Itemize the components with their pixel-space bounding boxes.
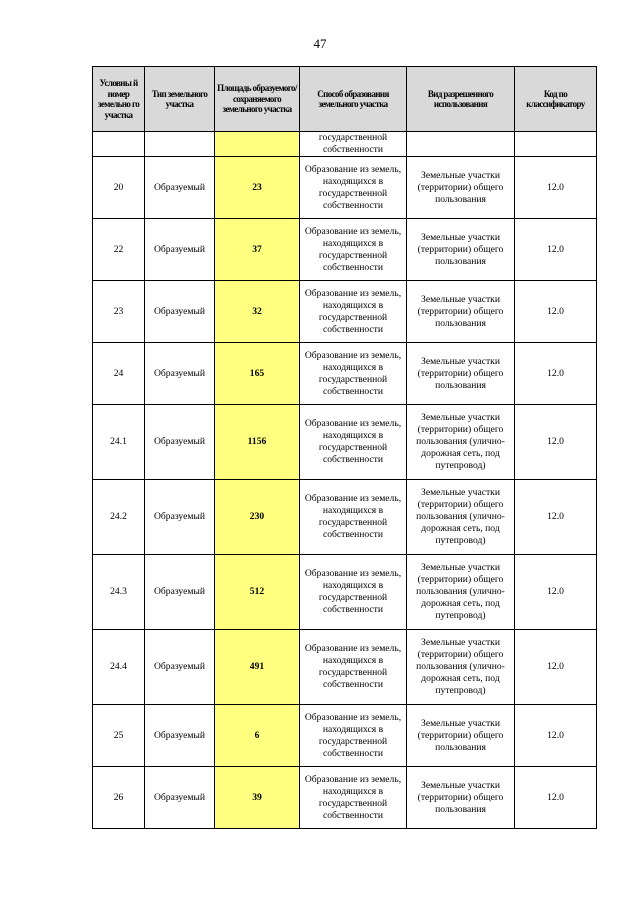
cell-permitted-use: Земельные участки (территории) общего пользования	[407, 767, 515, 829]
table-row	[93, 219, 597, 281]
cell-plot-area: 491	[215, 630, 300, 705]
cell-plot-area: 32	[215, 281, 300, 343]
cell-plot-area: 165	[215, 343, 300, 405]
cell-plot-area: 37	[215, 219, 300, 281]
cell-plot-type: Образуемый	[145, 555, 215, 630]
cell-permitted-use: Земельные участки (территории) общего пользования	[407, 157, 515, 219]
cell-formation-method: Образование из земель, находящихся в государственной собственности	[300, 343, 407, 405]
cell-plot-type: Образуемый	[145, 219, 215, 281]
cell-permitted-use: Земельные участки (территории) общего пользования (улично-дорожная сеть, под путепровод)	[407, 405, 515, 480]
cell-classifier-code: 12.0	[515, 219, 597, 281]
cell-plot-type: Образуемый	[145, 480, 215, 555]
cell-formation-method: Образование из земель, находящихся в государственной собственности	[300, 630, 407, 705]
header-formation-method: Способ образования земельного участка	[300, 67, 407, 132]
cell-formation-method: Образование из земель, находящихся в государственной собственности	[300, 767, 407, 829]
cell-plot-type: Образуемый	[145, 343, 215, 405]
table-row	[93, 555, 597, 630]
cell-plot-type: Образуемый	[145, 281, 215, 343]
cell-plot-area: 6	[215, 705, 300, 767]
cell-plot-number: 24.4	[93, 630, 145, 705]
cell-classifier-code: 12.0	[515, 281, 597, 343]
page-number: 47	[313, 36, 327, 51]
table-row-continuation	[93, 132, 597, 157]
cell-formation-method: Образование из земель, находящихся в государственной собственности	[300, 705, 407, 767]
cell-plot-number: 26	[93, 767, 145, 829]
cell-empty	[93, 132, 145, 157]
cell-plot-area: 39	[215, 767, 300, 829]
table-row	[93, 157, 597, 219]
table-row	[93, 343, 597, 405]
cell-plot-number: 24.2	[93, 480, 145, 555]
cell-plot-area: 23	[215, 157, 300, 219]
cell-empty	[145, 132, 215, 157]
header-classifier-code: Код по классификатору	[515, 67, 597, 132]
cell-method: государственной собственности	[300, 132, 407, 157]
cell-plot-number: 20	[93, 157, 145, 219]
header-permitted-use: Вид разрешенного использования	[407, 67, 515, 132]
header-plot-area: Площадь образуемого/ сохраняемого земельного участка	[215, 67, 300, 132]
cell-permitted-use: Земельные участки (территории) общего пользования	[407, 281, 515, 343]
cell-permitted-use: Земельные участки (территории) общего пользования (улично-дорожная сеть, под путепровод)	[407, 630, 515, 705]
cell-plot-area: 230	[215, 480, 300, 555]
header-plot-number: Условны й номер земельно го участка	[93, 67, 145, 132]
table-row	[93, 767, 597, 829]
table-header-row	[93, 67, 597, 132]
cell-classifier-code: 12.0	[515, 630, 597, 705]
cell-empty	[407, 132, 515, 157]
cell-classifier-code: 12.0	[515, 157, 597, 219]
cell-plot-number: 24.1	[93, 405, 145, 480]
cell-plot-area: 512	[215, 555, 300, 630]
cell-formation-method: Образование из земель, находящихся в государственной собственности	[300, 281, 407, 343]
table-row	[93, 705, 597, 767]
cell-plot-number: 22	[93, 219, 145, 281]
cell-plot-number: 24	[93, 343, 145, 405]
cell-classifier-code: 12.0	[515, 767, 597, 829]
cell-formation-method: Образование из земель, находящихся в государственной собственности	[300, 405, 407, 480]
cell-plot-area: 1156	[215, 405, 300, 480]
table-row	[93, 480, 597, 555]
cell-classifier-code: 12.0	[515, 480, 597, 555]
cell-permitted-use: Земельные участки (территории) общего пользования	[407, 219, 515, 281]
cell-formation-method: Образование из земель, находящихся в государственной собственности	[300, 219, 407, 281]
cell-plot-type: Образуемый	[145, 705, 215, 767]
cell-permitted-use: Земельные участки (территории) общего пользования	[407, 705, 515, 767]
header-plot-type: Тип земельного участка	[145, 67, 215, 132]
cell-classifier-code: 12.0	[515, 343, 597, 405]
cell-formation-method: Образование из земель, находящихся в государственной собственности	[300, 555, 407, 630]
cell-permitted-use: Земельные участки (территории) общего пользования (улично-дорожная сеть, под путепровод)	[407, 480, 515, 555]
cell-classifier-code: 12.0	[515, 555, 597, 630]
cell-formation-method: Образование из земель, находящихся в государственной собственности	[300, 480, 407, 555]
cell-plot-number: 23	[93, 281, 145, 343]
cell-plot-type: Образуемый	[145, 767, 215, 829]
cell-classifier-code: 12.0	[515, 405, 597, 480]
land-plots-table	[92, 66, 597, 829]
cell-plot-type: Образуемый	[145, 630, 215, 705]
cell-formation-method: Образование из земель, находящихся в государственной собственности	[300, 157, 407, 219]
table-row	[93, 630, 597, 705]
cell-classifier-code: 12.0	[515, 705, 597, 767]
cell-plot-number: 24.3	[93, 555, 145, 630]
cell-plot-number: 25	[93, 705, 145, 767]
cell-permitted-use: Земельные участки (территории) общего пользования (улично-дорожная сеть, под путепровод)	[407, 555, 515, 630]
cell-area-empty	[215, 132, 300, 157]
cell-plot-type: Образуемый	[145, 405, 215, 480]
cell-permitted-use: Земельные участки (территории) общего пользования	[407, 343, 515, 405]
table-row	[93, 281, 597, 343]
table-row	[93, 405, 597, 480]
cell-plot-type: Образуемый	[145, 157, 215, 219]
cell-empty	[515, 132, 597, 157]
